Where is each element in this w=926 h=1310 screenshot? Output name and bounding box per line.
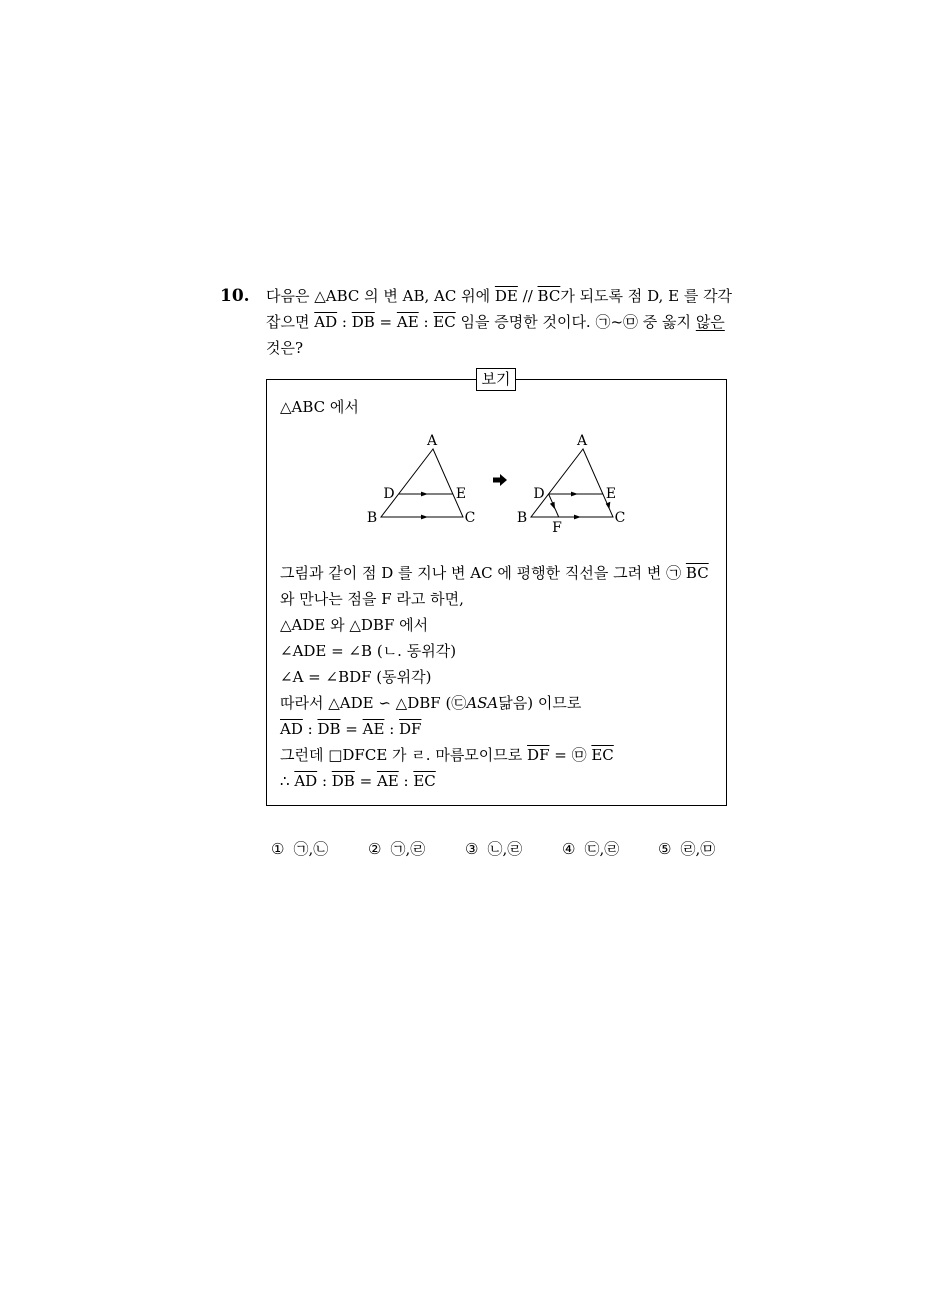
proof-line-6 xyxy=(280,693,581,713)
underlined-emphasis: 않은 xyxy=(695,313,725,331)
left-label-c: C xyxy=(464,510,476,526)
choice-value: ㉢,㉣ xyxy=(584,840,620,858)
right-label-b: B xyxy=(516,510,528,526)
left-bc-parallel-mark xyxy=(421,515,428,520)
segment-ad: $\overline{AD}$ xyxy=(294,772,318,790)
therefore-symbol: ∴ xyxy=(280,772,295,790)
box-intro: △ABC 에서 xyxy=(280,398,359,416)
proof-line-1 xyxy=(280,563,709,583)
right-label-c: C xyxy=(614,510,626,526)
right-df-parallel-mark xyxy=(550,502,555,510)
ratio-colon: : xyxy=(317,772,332,790)
choice-number: ③ xyxy=(465,840,479,858)
question-text: 다음은 △ABC 의 변 AB, AC 위에 xyxy=(266,287,495,305)
choice-1 xyxy=(271,839,328,859)
right-arrow-icon xyxy=(493,474,507,486)
proof-line-4: ∠ADE = ∠B (ㄴ. 동위각) xyxy=(280,642,457,660)
segment-df: $\overline{DF}$ xyxy=(527,746,550,764)
left-triangle xyxy=(381,449,463,517)
question-line-1 xyxy=(266,286,732,306)
segment-ad: $\overline{AD}$ xyxy=(280,720,303,738)
choice-2 xyxy=(368,839,425,859)
ratio-colon: : xyxy=(418,313,434,331)
left-de-parallel-mark xyxy=(421,492,428,497)
choice-number: ④ xyxy=(562,840,576,858)
proof-text: 따라서 △ADE ∽ △DBF (㉢ xyxy=(280,694,467,712)
ratio-colon: : xyxy=(384,720,400,738)
proof-text: 그런데 □DFCE 가 ㄹ. 마름모이므로 xyxy=(280,746,528,764)
segment-ae: $\overline{AE}$ xyxy=(362,720,385,738)
right-label-e: E xyxy=(605,486,617,502)
segment-bc: $\overline{BC}$ xyxy=(537,287,561,305)
question-line-2 xyxy=(266,312,725,332)
proof-line-3: △ADE 와 △DBF 에서 xyxy=(280,616,429,634)
proof-line-8 xyxy=(280,745,614,765)
right-label-f: F xyxy=(552,520,562,536)
right-triangle xyxy=(531,449,613,517)
segment-ad: $\overline{AD}$ xyxy=(314,313,338,331)
choice-number: ① xyxy=(271,840,285,858)
ratio-colon: : xyxy=(337,313,352,331)
parallel-symbol: // xyxy=(517,287,538,305)
segment-ae: $\overline{AE}$ xyxy=(396,313,419,331)
segment-de: $\overline{DE}$ xyxy=(494,287,518,305)
question-line-3: 것은? xyxy=(266,339,304,357)
choice-value: ㉡,㉣ xyxy=(487,840,523,858)
proof-line-2: 와 만나는 점을 F 라고 하면, xyxy=(280,590,464,608)
left-label-e: E xyxy=(455,486,467,502)
segment-db: $\overline{DB}$ xyxy=(331,772,355,790)
choice-number: ⑤ xyxy=(658,840,672,858)
choice-value: ㉠,㉣ xyxy=(390,840,426,858)
segment-db: $\overline{DB}$ xyxy=(351,313,375,331)
segment-df: $\overline{DF}$ xyxy=(399,720,422,738)
question-text: 임을 증명한 것이다. ㉠~㉤ 중 옳지 xyxy=(455,313,696,331)
equals-sign: = xyxy=(354,772,377,790)
right-label-a: A xyxy=(576,433,588,449)
segment-ec: $\overline{EC}$ xyxy=(413,772,436,790)
left-triangle-figure xyxy=(367,433,476,526)
segment-ae: $\overline{AE}$ xyxy=(376,772,399,790)
question-text: 잡으면 xyxy=(266,313,315,331)
right-triangle-figure xyxy=(517,433,626,536)
proof-text: = ㉤ xyxy=(549,746,592,764)
proof-text: 그림과 같이 점 D 를 지나 변 AC 에 평행한 직선을 그려 변 ㉠ xyxy=(280,564,686,582)
right-label-d: D xyxy=(533,486,545,502)
triangle-diagrams xyxy=(360,428,640,538)
ratio-colon: : xyxy=(302,720,318,738)
choice-value: ㉣,㉤ xyxy=(680,840,716,858)
proof-line-5: ∠A = ∠BDF (동위각) xyxy=(280,668,432,686)
right-bc-parallel-mark xyxy=(574,515,581,520)
equals-sign: = xyxy=(340,720,363,738)
proof-line-9 xyxy=(280,771,436,791)
segment-db: $\overline{DB}$ xyxy=(317,720,341,738)
question-text: 가 되도록 점 D, E 를 각각 xyxy=(560,287,733,305)
ratio-colon: : xyxy=(398,772,414,790)
example-box-label: 보기 xyxy=(476,368,516,391)
choice-4 xyxy=(562,839,619,859)
segment-bc: $\overline{BC}$ xyxy=(685,564,709,582)
choice-3 xyxy=(465,839,522,859)
proof-text: 닮음) 이므로 xyxy=(498,694,582,712)
similarity-condition: ASA xyxy=(466,694,499,712)
question-number: 10. xyxy=(220,286,250,306)
equals-sign: = xyxy=(374,313,397,331)
segment-ec: $\overline{EC}$ xyxy=(433,313,456,331)
right-de-parallel-mark xyxy=(571,492,578,497)
choice-value: ㉠,㉡ xyxy=(293,840,329,858)
choice-5 xyxy=(658,839,715,859)
left-label-b: B xyxy=(366,510,378,526)
left-label-d: D xyxy=(383,486,395,502)
segment-ec: $\overline{EC}$ xyxy=(591,746,614,764)
left-label-a: A xyxy=(426,433,438,449)
choice-number: ② xyxy=(368,840,382,858)
proof-line-7 xyxy=(280,719,421,739)
